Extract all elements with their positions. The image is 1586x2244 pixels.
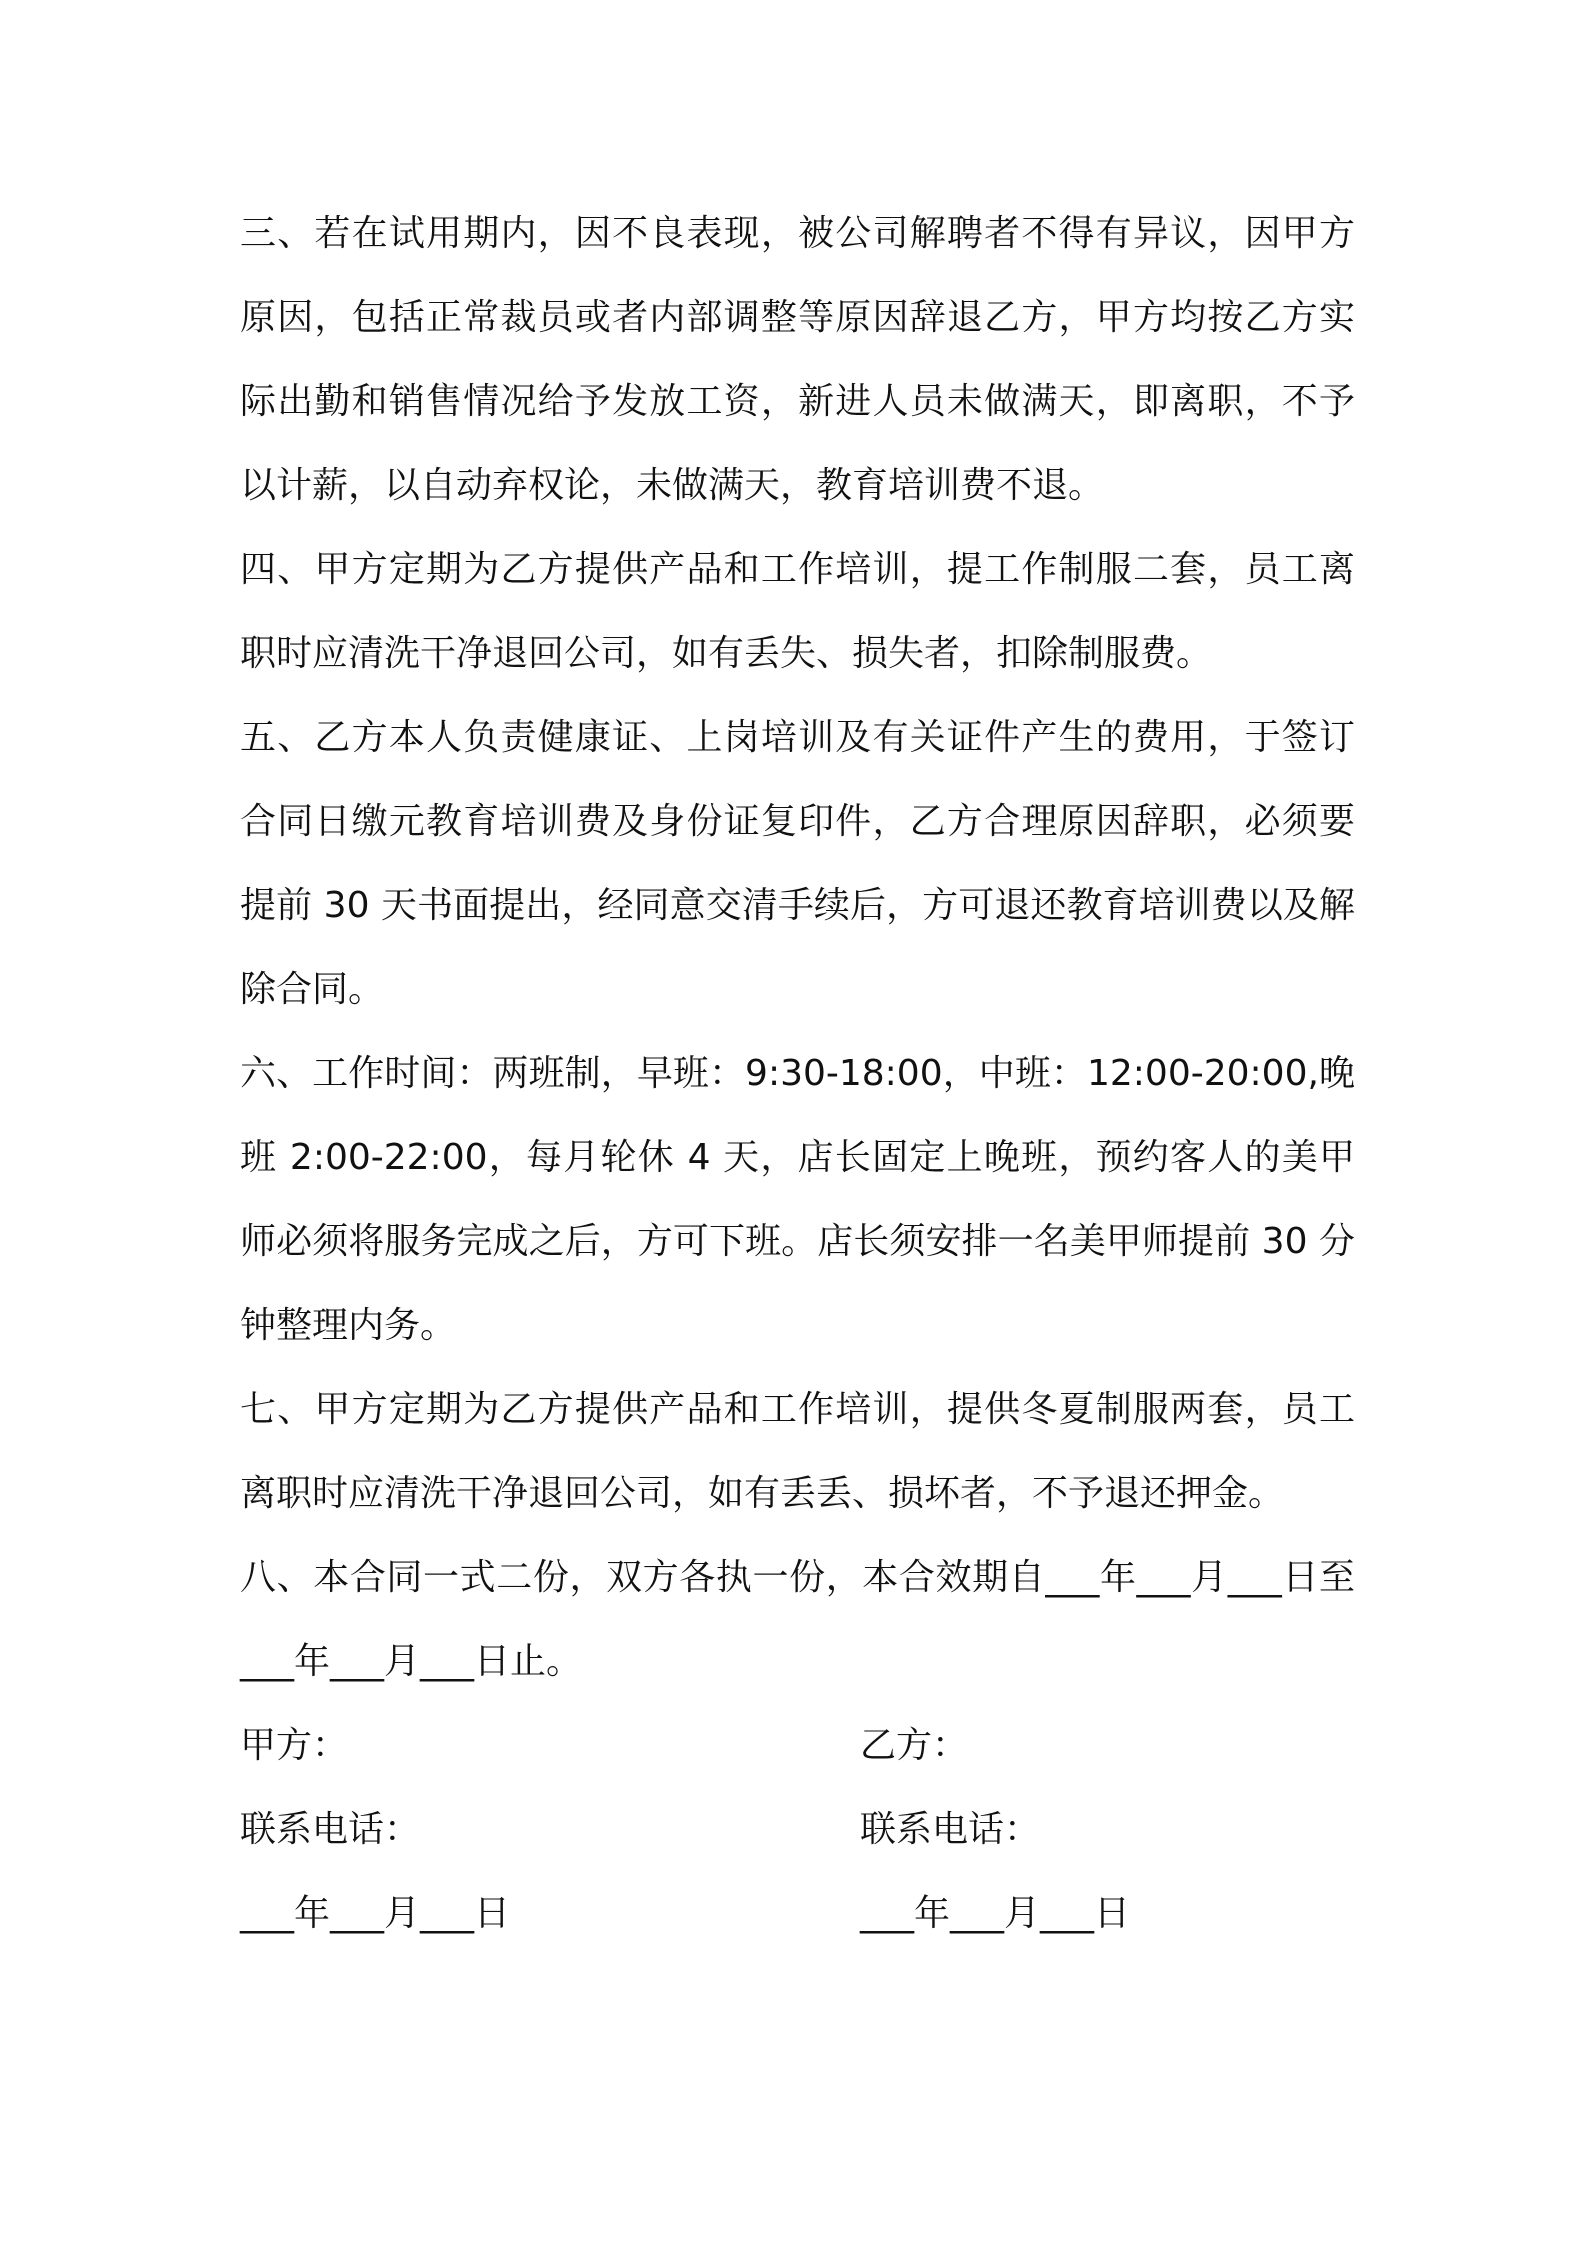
party-b-phone-label: 联系电话： [860,1809,1041,1850]
date-row [240,1872,1355,1956]
document-page [240,192,1355,1956]
signature-block [240,1704,1355,1956]
party-b-label: 乙方： [860,1725,969,1766]
clause-4: 四、甲方定期为乙方提供产品和工作培训，提工作制服二套，员工离职时应清洗干净退回公司，如有丢失、损失者，扣除制服费。 [240,549,1355,674]
party-b-date: ___年___月___日 [860,1893,1131,1934]
party-a-phone-label: 联系电话： [240,1809,421,1850]
party-a-date: ___年___月___日 [240,1893,511,1934]
clause-7: 七、甲方定期为乙方提供产品和工作培训，提供冬夏制服两套，员工离职时应清洗干净退回公司，如有丢丢、损坏者，不予退还押金。 [240,1389,1355,1514]
clause-8: 八、本合同一式二份，双方各执一份，本合效期自___年___月___日至___年___月___日止。 [240,1557,1355,1682]
party-a-label: 甲方： [240,1725,349,1766]
party-row [240,1704,1355,1788]
clause-3: 三、若在试用期内，因不良表现，被公司解聘者不得有异议，因甲方原因，包括正常裁员或者内部调整等原因辞退乙方，甲方均按乙方实际出勤和销售情况给予发放工资，新进人员未做满天，即离职，不予以计薪，以自动弃权论，未做满天，教育培训费不退。 [240,213,1355,506]
clause-6: 六、工作时间：两班制，早班：9:30-18:00，中班：12:00-20:00,晚班 2:00-22:00，每月轮休 4 天，店长固定上晚班，预约客人的美甲师必须将服务完成之后，方可下班。店长须安排一名美甲师提前 30 分钟整理内务。 [240,1053,1355,1346]
phone-row [240,1788,1355,1872]
clause-5: 五、乙方本人负责健康证、上岗培训及有关证件产生的费用，于签订合同日缴元教育培训费及身份证复印件，乙方合理原因辞职，必须要提前 30 天书面提出，经同意交清手续后，方可退还教育培训费以及解除合同。 [240,717,1355,1010]
